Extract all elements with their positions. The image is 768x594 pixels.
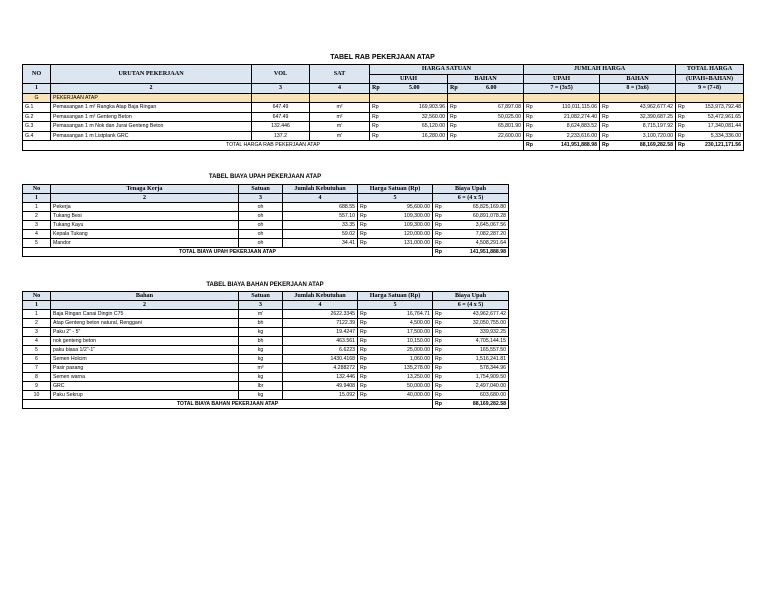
- rp-label: Rp: [433, 346, 445, 355]
- row-harga: 4,500.00: [370, 319, 433, 328]
- table-row: [23, 373, 509, 382]
- row-biaya: 2,497,040.00: [445, 382, 509, 391]
- row-upah: 65,120.00: [382, 122, 448, 132]
- rp-label: Rp: [676, 112, 688, 122]
- row-sat: m': [310, 131, 370, 141]
- row-harga: 50,000.00: [370, 382, 433, 391]
- group-row: [23, 93, 744, 103]
- row-total: 5,334,336.00: [688, 131, 744, 141]
- row-satuan: kg: [239, 346, 283, 355]
- row-name: Tukang Kayu: [51, 221, 239, 230]
- rp-label: Rp: [524, 141, 536, 151]
- rp-label: Rp: [433, 203, 445, 212]
- rp-label: Rp: [433, 373, 445, 382]
- col-urutan-header: URUTAN PEKERJAAN: [51, 65, 252, 84]
- rp-label: Rp: [600, 122, 612, 132]
- rab-total-row: [23, 141, 744, 151]
- index-cell: 2: [51, 301, 239, 310]
- row-name: Atap Genteng beton natural, Renggani: [51, 319, 239, 328]
- rab-total-grand: 230,121,171.56: [688, 141, 744, 151]
- rp-label: Rp: [448, 112, 460, 122]
- row-jumlah-bahan: 32,390,687.25: [612, 112, 676, 122]
- row-harga: 16,764.71: [370, 310, 433, 319]
- row-satuan: kg: [239, 373, 283, 382]
- row-name: nok genteng beton: [51, 337, 239, 346]
- table-row: [23, 221, 509, 230]
- row-no: 1: [23, 310, 51, 319]
- row-no: 3: [23, 221, 51, 230]
- rp-label: Rp: [524, 103, 536, 113]
- index-cell: 4: [283, 194, 358, 203]
- col-sat-header: SAT: [310, 65, 370, 84]
- row-no: 5: [23, 346, 51, 355]
- table-row: [23, 328, 509, 337]
- row-name: Semen Holcim: [51, 355, 239, 364]
- rp-label: Rp: [370, 103, 382, 113]
- rp-label: Rp: [433, 230, 445, 239]
- row-satuan: bh: [239, 337, 283, 346]
- row-harga: 120,000.00: [370, 230, 433, 239]
- table-row: [23, 230, 509, 239]
- row-biaya: 3,645,067.56: [445, 221, 509, 230]
- rp-label: Rp: [433, 239, 445, 248]
- row-harga: 109,300.00: [370, 212, 433, 221]
- col-total-harga-header: TOTAL HARGA: [676, 65, 744, 75]
- col-satuan-header: Satuan: [239, 185, 283, 194]
- index-cell: 2: [51, 84, 252, 94]
- rab-title: TABEL RAB PEKERJAAN ATAP: [330, 54, 435, 61]
- table-row: [23, 310, 509, 319]
- row-no: G.2: [23, 112, 51, 122]
- row-jumlah: 132.446: [283, 373, 358, 382]
- rp-label: Rp: [600, 141, 612, 151]
- rp-label: Rp: [358, 221, 370, 230]
- row-vol: 647.49: [252, 103, 310, 113]
- col-harga-header: Harga Satuan (Rp): [358, 185, 433, 194]
- rp-label: Rp: [358, 346, 370, 355]
- row-satuan: kg: [239, 355, 283, 364]
- table-row: [23, 122, 744, 132]
- row-jumlah: 49.9408: [283, 382, 358, 391]
- row-sat: m': [310, 122, 370, 132]
- rp-label: Rp: [433, 328, 445, 337]
- index-row: [23, 301, 509, 310]
- rab-total-upah: 141,951,888.98: [536, 141, 600, 151]
- rp-label: Rp: [433, 391, 445, 400]
- row-satuan: oh: [239, 212, 283, 221]
- row-jumlah-bahan: 43,962,677.42: [612, 103, 676, 113]
- row-no: 5: [23, 239, 51, 248]
- table-row: [23, 112, 744, 122]
- bahan-title: TABEL BIAYA BAHAN PEKERJAAN ATAP: [206, 282, 324, 288]
- rp-label: Rp: [358, 230, 370, 239]
- rp-label: Rp: [433, 364, 445, 373]
- rp-label: Rp: [433, 310, 445, 319]
- group-code: G: [23, 93, 51, 103]
- col-biaya-header: Biaya Upah: [433, 185, 509, 194]
- row-biaya: 1,754,909.50: [445, 373, 509, 382]
- row-jumlah: 688.55: [283, 203, 358, 212]
- table-row: [23, 391, 509, 400]
- row-harga: 17,500.00: [370, 328, 433, 337]
- row-no: 9: [23, 382, 51, 391]
- col-jh-upah-header: UPAH: [524, 74, 600, 84]
- row-harga: 95,600.00: [370, 203, 433, 212]
- row-bahan: 65,801.90: [460, 122, 524, 132]
- row-jumlah-upah: 2,233,616.00: [536, 131, 600, 141]
- row-name: Pemasangan 1 m² Rangka Atap Baja Ringan: [51, 103, 252, 113]
- row-name: Baja Ringan Canai Dingin C75: [51, 310, 239, 319]
- row-bahan: 67,897.08: [460, 103, 524, 113]
- col-no-header: NO: [23, 65, 51, 84]
- table-row: [23, 212, 509, 221]
- table-row: [23, 355, 509, 364]
- table-row: [23, 337, 509, 346]
- row-biaya: 578,344.96: [445, 364, 509, 373]
- rp-label: Rp: [600, 103, 612, 113]
- row-satuan: bh: [239, 319, 283, 328]
- index-cell: 6 = (4 x 5): [433, 194, 509, 203]
- col-bahan-header: BAHAN: [448, 74, 524, 84]
- row-total: 17,340,081.44: [688, 122, 744, 132]
- upah-total-label: TOTAL BIAYA UPAH PEKERJAAN ATAP: [23, 248, 433, 257]
- row-jumlah-upah: 110,011,115.06: [536, 103, 600, 113]
- upah-total-row: [23, 248, 509, 257]
- rp-label: Rp: [524, 122, 536, 132]
- row-jumlah: 34.41: [283, 239, 358, 248]
- table-row: [23, 346, 509, 355]
- rp-label: Rp: [358, 239, 370, 248]
- row-name: Mandor: [51, 239, 239, 248]
- rp-label: Rp: [358, 328, 370, 337]
- col-name-header: Tenaga Kerja: [51, 185, 239, 194]
- row-harga: 1,060.00: [370, 355, 433, 364]
- row-name: Paku Sekrup: [51, 391, 239, 400]
- row-jumlah-upah: 8,624,883.52: [536, 122, 600, 132]
- row-satuan: lbr: [239, 382, 283, 391]
- rab-total-bahan: 88,169,282.58: [612, 141, 676, 151]
- rp-label: Rp: [358, 203, 370, 212]
- row-total: 53,472,961.65: [688, 112, 744, 122]
- row-name: Pemasangan 1 m Nok dan Jurai Genteng Beton: [51, 122, 252, 132]
- index-cell: 4: [283, 301, 358, 310]
- col-harga-satuan-header: HARGA SATUAN: [370, 65, 524, 75]
- row-satuan: oh: [239, 221, 283, 230]
- group-name: PEKERJAAN ATAP: [51, 93, 252, 103]
- row-no: G.1: [23, 103, 51, 113]
- row-no: 3: [23, 328, 51, 337]
- row-biaya: 4,508,291.64: [445, 239, 509, 248]
- rp-label: Rp: [358, 212, 370, 221]
- upah-total-value: 141,951,888.98: [445, 248, 509, 257]
- bahan-total-label: TOTAL BIAYA BAHAN PEKERJAAN ATAP: [23, 400, 433, 409]
- index-cell: 2: [51, 194, 239, 203]
- index-cell: 3: [252, 84, 310, 94]
- row-satuan: oh: [239, 230, 283, 239]
- rp-label: Rp: [433, 337, 445, 346]
- bahan-total-value: 88,169,282.58: [445, 400, 509, 409]
- row-total: 153,973,792.48: [688, 103, 744, 113]
- rp-label: Rp: [358, 391, 370, 400]
- row-biaya: 603,680.00: [445, 391, 509, 400]
- table-row: [23, 319, 509, 328]
- row-no: 4: [23, 337, 51, 346]
- col-vol-header: VOL: [252, 65, 310, 84]
- rp-label: Rp: [370, 112, 382, 122]
- rp-label: Rp: [433, 212, 445, 221]
- row-satuan: m': [239, 310, 283, 319]
- table-row: [23, 239, 509, 248]
- row-no: 10: [23, 391, 51, 400]
- rp-label: Rp: [448, 103, 460, 113]
- table-row: [23, 131, 744, 141]
- row-jumlah-upah: 21,082,274.40: [536, 112, 600, 122]
- index-cell: 8 = (3x6): [600, 84, 676, 94]
- row-no: 2: [23, 212, 51, 221]
- row-name: Paku 2" - 5": [51, 328, 239, 337]
- col-upah-bahan-header: (UPAH+BAHAN): [676, 74, 744, 84]
- row-vol: 132.446: [252, 122, 310, 132]
- row-biaya: 32,050,755.00: [445, 319, 509, 328]
- rp-label: Rp: [600, 131, 612, 141]
- row-harga: 25,000.00: [370, 346, 433, 355]
- row-harga: 131,000.00: [370, 239, 433, 248]
- rp-label: Rp: [433, 382, 445, 391]
- col-biaya-header: Biaya Upah: [433, 292, 509, 301]
- row-no: 7: [23, 364, 51, 373]
- col-satuan-header: Satuan: [239, 292, 283, 301]
- row-biaya: 1,516,241.81: [445, 355, 509, 364]
- row-satuan: m³: [239, 364, 283, 373]
- row-name: Pekerja: [51, 203, 239, 212]
- table-row: [23, 103, 744, 113]
- index-cell: 5: [358, 301, 433, 310]
- index-cell: Rp: [370, 84, 382, 94]
- rp-label: Rp: [676, 131, 688, 141]
- row-no: 8: [23, 373, 51, 382]
- row-name: Tukang Besi: [51, 212, 239, 221]
- col-harga-header: Harga Satuan (Rp): [358, 292, 433, 301]
- rp-label: Rp: [676, 103, 688, 113]
- row-name: Pemasangan 1 m² Genteng Beton: [51, 112, 252, 122]
- row-name: Pasir pasang: [51, 364, 239, 373]
- row-jumlah: 7122.39: [283, 319, 358, 328]
- col-jumlah-header: Jumlah Kebutuhan: [283, 185, 358, 194]
- index-cell: 1: [23, 84, 51, 94]
- index-cell: 1: [23, 301, 51, 310]
- row-jumlah: 59.02: [283, 230, 358, 239]
- rp-label: Rp: [433, 355, 445, 364]
- rp-label: Rp: [448, 122, 460, 132]
- table-row: [23, 382, 509, 391]
- row-jumlah: 15.092: [283, 391, 358, 400]
- index-cell: 1: [23, 194, 51, 203]
- row-no: 6: [23, 355, 51, 364]
- row-harga: 10,150.00: [370, 337, 433, 346]
- index-cell: 9 = (7+8): [676, 84, 744, 94]
- rp-label: Rp: [448, 131, 460, 141]
- index-cell: 6.00: [460, 84, 524, 94]
- row-no: 4: [23, 230, 51, 239]
- row-jumlah: 33.35: [283, 221, 358, 230]
- row-upah: 32,560.00: [382, 112, 448, 122]
- rp-label: Rp: [358, 319, 370, 328]
- col-upah-header: UPAH: [370, 74, 448, 84]
- rab-total-label: TOTAL HARGA RAB PEKERJAAN ATAP: [23, 141, 524, 151]
- row-jumlah: 6.6223: [283, 346, 358, 355]
- row-satuan: oh: [239, 239, 283, 248]
- col-jumlah-header: Jumlah Kebutuhan: [283, 292, 358, 301]
- rp-label: Rp: [370, 131, 382, 141]
- row-name: GRC: [51, 382, 239, 391]
- index-cell: 5: [358, 194, 433, 203]
- rp-label: Rp: [433, 400, 445, 409]
- row-harga: 135,278.00: [370, 364, 433, 373]
- row-biaya: 43,962,677.42: [445, 310, 509, 319]
- rp-label: Rp: [524, 131, 536, 141]
- row-name: Semen warna: [51, 373, 239, 382]
- row-sat: m²: [310, 103, 370, 113]
- row-jumlah-bahan: 3,100,720.00: [612, 131, 676, 141]
- rp-label: Rp: [433, 221, 445, 230]
- rp-label: Rp: [524, 112, 536, 122]
- row-harga: 109,300.00: [370, 221, 433, 230]
- row-jumlah: 1430.4168: [283, 355, 358, 364]
- index-cell: 7 = (3x5): [524, 84, 600, 94]
- row-name: Pemasangan 1 m Listplank GRC: [51, 131, 252, 141]
- row-biaya: 7,082,287.20: [445, 230, 509, 239]
- row-jumlah: 557.10: [283, 212, 358, 221]
- row-vol: 647.49: [252, 112, 310, 122]
- rp-label: Rp: [358, 355, 370, 364]
- index-cell: 3: [239, 194, 283, 203]
- row-satuan: oh: [239, 203, 283, 212]
- row-bahan: 22,600.00: [460, 131, 524, 141]
- row-jumlah: 2622.3345: [283, 310, 358, 319]
- rp-label: Rp: [676, 141, 688, 151]
- rp-label: Rp: [370, 122, 382, 132]
- rp-label: Rp: [358, 364, 370, 373]
- bahan-table: [22, 291, 509, 409]
- row-jumlah: 19.4247: [283, 328, 358, 337]
- rab-table: [22, 64, 744, 151]
- col-jumlah-harga-header: JUMLAH HARGA: [524, 65, 676, 75]
- row-name: Kepala Tukang: [51, 230, 239, 239]
- rp-label: Rp: [358, 373, 370, 382]
- row-jumlah: 463.561: [283, 337, 358, 346]
- col-no-header: No: [23, 185, 51, 194]
- row-biaya: 65,825,169.80: [445, 203, 509, 212]
- col-name-header: Bahan: [51, 292, 239, 301]
- row-satuan: kg: [239, 328, 283, 337]
- row-upah: 16,280.00: [382, 131, 448, 141]
- rp-label: Rp: [433, 248, 445, 257]
- row-jumlah-bahan: 8,715,197.92: [612, 122, 676, 132]
- row-no: 2: [23, 319, 51, 328]
- rp-label: Rp: [358, 382, 370, 391]
- table-row: [23, 364, 509, 373]
- row-no: 1: [23, 203, 51, 212]
- row-upah: 169,903.96: [382, 103, 448, 113]
- index-cell: Rp: [448, 84, 460, 94]
- col-no-header: No: [23, 292, 51, 301]
- index-cell: 6 = (4 x 5): [433, 301, 509, 310]
- row-bahan: 50,025.00: [460, 112, 524, 122]
- rp-label: Rp: [358, 310, 370, 319]
- col-jh-bahan-header: BAHAN: [600, 74, 676, 84]
- index-row: [23, 84, 744, 94]
- row-no: G.3: [23, 122, 51, 132]
- row-harga: 40,000.00: [370, 391, 433, 400]
- row-biaya: 165,557.50: [445, 346, 509, 355]
- index-row: [23, 194, 509, 203]
- upah-title: TABEL BIAYA UPAH PEKERJAAN ATAP: [208, 174, 322, 180]
- bahan-total-row: [23, 400, 509, 409]
- row-vol: 137.2: [252, 131, 310, 141]
- row-biaya: 60,891,078.28: [445, 212, 509, 221]
- row-satuan: kg: [239, 391, 283, 400]
- row-harga: 13,250.00: [370, 373, 433, 382]
- row-sat: m²: [310, 112, 370, 122]
- row-biaya: 4,705,144.15: [445, 337, 509, 346]
- row-biaya: 339,932.25: [445, 328, 509, 337]
- row-name: paku biasa 1/2"-1": [51, 346, 239, 355]
- index-cell: 3: [239, 301, 283, 310]
- index-cell: 4: [310, 84, 370, 94]
- index-cell: 5.00: [382, 84, 448, 94]
- rp-label: Rp: [676, 122, 688, 132]
- rp-label: Rp: [358, 337, 370, 346]
- row-no: G.4: [23, 131, 51, 141]
- upah-table: [22, 184, 509, 257]
- table-row: [23, 203, 509, 212]
- rp-label: Rp: [600, 112, 612, 122]
- rp-label: Rp: [433, 319, 445, 328]
- row-jumlah: 4.288272: [283, 364, 358, 373]
